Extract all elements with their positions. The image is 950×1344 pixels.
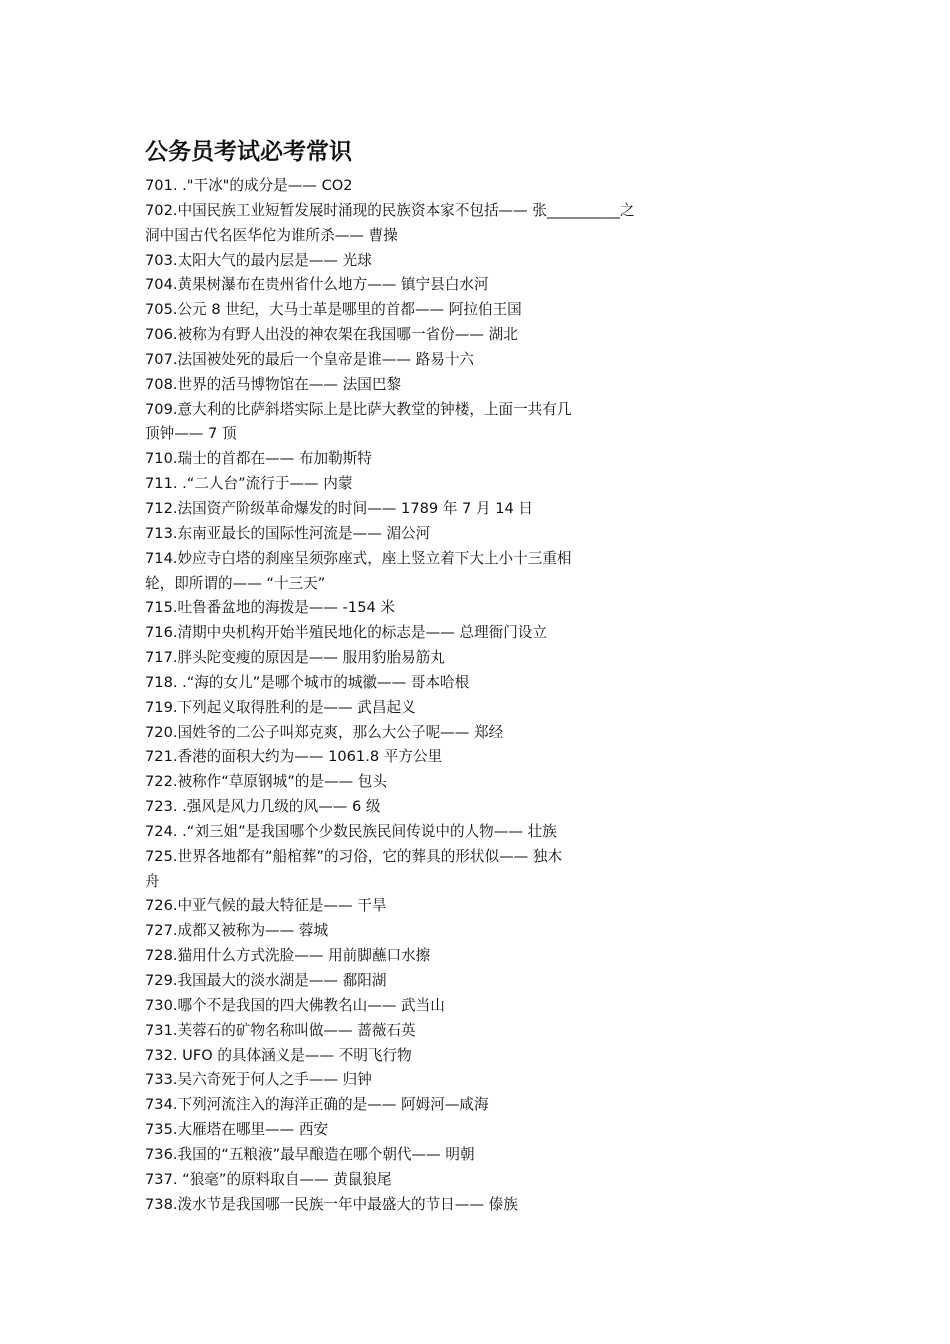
text-line: 734.下列河流注入的海洋正确的是—— 阿姆河—咸海 — [145, 1096, 489, 1114]
text-line: 729.我国最大的淡水湖是—— 鄱阳湖 — [145, 972, 387, 989]
document-page — [145, 134, 725, 1217]
text-line: 725.世界各地都有“船棺葬”的习俗，它的葬具的形状似—— 独木 — [145, 847, 563, 865]
text-line: 723. .强风是风力几级的风—— 6 级 — [145, 798, 381, 816]
text-line: 722.被称作“草原钢城”的是—— 包头 — [145, 773, 387, 791]
text-line: 704.黄果树瀑布在贵州省什么地方—— 镇宁县白水河 — [145, 276, 489, 294]
text-line: 721.香港的面积大约为—— 1061.8 平方公里 — [145, 748, 443, 766]
question-list — [145, 174, 725, 1217]
text-line: 726.中亚气候的最大特征是—— 干旱 — [145, 897, 387, 915]
text-line: 轮，即所谓的—— “十三天” — [145, 574, 326, 592]
text-line: 711. .“二人台”流行于—— 内蒙 — [145, 475, 353, 493]
text-line: 701. ."干冰"的成分是—— CO2 — [145, 177, 353, 194]
text-line: 顶钟—— 7 顶 — [145, 425, 237, 443]
text-line: 703.太阳大气的最内层是—— 光球 — [145, 251, 372, 269]
text-line: 708.世界的活马博物馆在—— 法国巴黎 — [145, 375, 402, 393]
text-line: 710.瑞士的首都在—— 布加勒斯特 — [145, 450, 372, 468]
text-line: 735.大雁塔在哪里—— 西安 — [145, 1121, 329, 1139]
text-line: 738.泼水节是我国哪一民族一年中最盛大的节日—— 傣族 — [145, 1195, 518, 1213]
text-line: 705.公元 8 世纪，大马士革是哪里的首都—— 阿拉伯王国 — [145, 301, 522, 319]
text-line: 733.吴六奇死于何人之手—— 归钟 — [145, 1071, 372, 1089]
text-line: 712.法国资产阶级革命爆发的时间—— 1789 年 7 月 14 日 — [145, 499, 534, 517]
text-line: 706.被称为有野人出没的神农架在我国哪一省份—— 湖北 — [145, 326, 518, 344]
text-line: 716.清期中央机构开始半殖民地化的标志是—— 总理衙门设立 — [145, 624, 547, 642]
text-line: 709.意大利的比萨斜塔实际上是比萨大教堂的钟楼，上面一共有几 — [145, 400, 572, 418]
document-title: 公务员考试必考常识 — [145, 139, 352, 165]
text-line: 洞中国古代名医华佗为谁所杀—— 曹操 — [145, 226, 398, 244]
text-line: 715.吐鲁番盆地的海拨是—— -154 米 — [145, 599, 396, 617]
text-line: 737. “狼毫”的原料取自—— 黄鼠狼尾 — [145, 1170, 392, 1188]
text-line: 728.猫用什么方式洗脸—— 用前脚蘸口水擦 — [145, 947, 431, 965]
text-line: 702.中国民族工业短暂发展时涌现的民族资本家不包括—— 张__________之 — [145, 201, 635, 219]
text-line: 724. .“刘三姐”是我国哪个少数民族民间传说中的人物—— 壮族 — [145, 822, 557, 840]
text-line: 736.我国的“五粮液”最早酿造在哪个朝代—— 明朝 — [145, 1145, 475, 1163]
text-line: 717.胖头陀变瘦的原因是—— 服用豹胎易筋丸 — [145, 649, 445, 667]
text-line: 舟 — [145, 872, 160, 890]
text-line: 720.国姓爷的二公子叫郑克爽，那么大公子呢—— 郑经 — [145, 723, 504, 741]
text-line: 732. UFO 的具体涵义是—— 不明飞行物 — [145, 1046, 412, 1064]
text-line: 714.妙应寺白塔的刹座呈须弥座式，座上竖立着下大上小十三重相 — [145, 549, 572, 567]
text-line: 730.哪个不是我国的四大佛教名山—— 武当山 — [145, 996, 445, 1014]
text-line: 731.芙蓉石的矿物名称叫做—— 蔷薇石英 — [145, 1021, 416, 1039]
text-line: 718. .“海的女儿”是哪个城市的城徽—— 哥本哈根 — [145, 673, 470, 691]
text-line: 719.下列起义取得胜利的是—— 武昌起义 — [145, 698, 416, 716]
text-line: 707.法国被处死的最后一个皇帝是谁—— 路易十六 — [145, 350, 475, 368]
text-line: 727.成都又被称为—— 蓉城 — [145, 922, 329, 940]
text-line: 713.东南亚最长的国际性河流是—— 湄公河 — [145, 524, 431, 542]
